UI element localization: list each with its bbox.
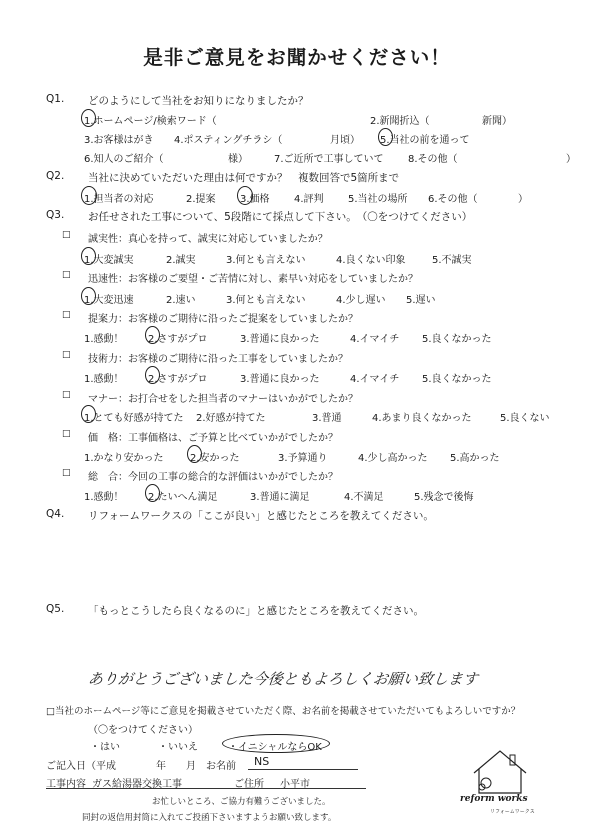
- name-label: お名前: [206, 761, 236, 772]
- q3-item-option[interactable]: 5.良くなかった: [422, 334, 492, 345]
- q3-question: お任せされた工事について、5段階にて採点して下さい。 （〇をつけてください）: [88, 211, 473, 223]
- q2-option-4[interactable]: 4.評判: [294, 194, 324, 205]
- q3-item-option[interactable]: 1.感動！: [84, 334, 124, 345]
- answer-circle: [81, 405, 96, 423]
- logo-name: reform works: [460, 794, 528, 804]
- q3-item-option[interactable]: 2.誠実: [166, 255, 196, 266]
- thanks-line-2: 同封の返信用封筒に入れてご投函下さいますようお願い致します。: [82, 813, 337, 823]
- q3-item-option[interactable]: 2.たいへん満足: [148, 492, 218, 503]
- q2-option-6-end: ）: [518, 194, 528, 205]
- q3-item-option[interactable]: 4.あまり良くなかった: [372, 413, 472, 424]
- name-value[interactable]: NS: [254, 755, 270, 768]
- q5-question: 「もっとこうしたら良くなるのに」と感じたところを教えてください。: [88, 605, 424, 617]
- checkbox-icon: □: [62, 310, 71, 320]
- answer-circle: [222, 734, 330, 753]
- consent-question: □当社のホームページ等にご意見を掲載させていただく際、お名前を掲載させていただいてもよろしいですか？: [46, 706, 521, 717]
- q1-option-4-end: 月頃）: [330, 135, 360, 146]
- q3-item-option[interactable]: 1.かなり安かった: [84, 453, 164, 464]
- q3-item-option[interactable]: 2.安かった: [190, 453, 240, 464]
- q3-item-option[interactable]: 5.遅い: [406, 295, 436, 306]
- q3-item-option[interactable]: 2.速い: [166, 295, 196, 306]
- q3-item-option[interactable]: 2.さすがプロ: [148, 374, 208, 385]
- answer-circle: [81, 247, 96, 265]
- q1-option-1[interactable]: 1.ホームページ/検索ワード（: [84, 116, 217, 127]
- q2-option-5[interactable]: 5.当社の場所: [348, 194, 408, 205]
- page-title: 是非ご意見をお聞かせください！: [143, 46, 451, 69]
- date-day-label: 月: [186, 761, 196, 772]
- q3-item-option[interactable]: 5.良くない: [500, 413, 550, 424]
- handwritten-answer: ありがとうございました今後ともよろしくお願い致します: [87, 670, 479, 688]
- q1-option-5[interactable]: 5.当社の前を通って: [380, 135, 470, 146]
- q3-item-option[interactable]: 3.普通に良かった: [240, 374, 320, 385]
- checkbox-icon: □: [62, 230, 71, 240]
- address-underline: [46, 788, 366, 789]
- q3-item-option[interactable]: 5.不誠実: [432, 255, 472, 266]
- q1-option-4[interactable]: 4.ポスティングチラシ（: [174, 135, 283, 146]
- q1-question: どのようにして当社をお知りになりましたか？: [88, 95, 309, 107]
- q4-question: リフォームワークスの「ここが良い」と感じたところを教えてください。: [88, 510, 434, 522]
- company-logo: [466, 743, 536, 799]
- checkbox-icon: □: [62, 429, 71, 439]
- consent-option-initial[interactable]: ・イニシャルならOK: [228, 742, 322, 753]
- q2-option-1[interactable]: 1.担当者の対応: [84, 194, 154, 205]
- q3-item-option[interactable]: 1.大変迅速: [84, 295, 134, 306]
- q3-item-option[interactable]: 3.普通に満足: [250, 492, 310, 503]
- q3-item-question: 技術力：お客様のご期待に沿った工事をしていましたか？: [88, 354, 348, 365]
- q3-item-option[interactable]: 2.好感が持てた: [196, 413, 266, 424]
- checkbox-icon: □: [62, 468, 71, 478]
- consent-option-yes[interactable]: ・はい: [90, 742, 120, 753]
- q1-option-3[interactable]: 3.お客様はがき: [84, 135, 154, 146]
- q3-item-option[interactable]: 1.大変誠実: [84, 255, 134, 266]
- q3-item-option[interactable]: 3.普通に良かった: [240, 334, 320, 345]
- address-value[interactable]: 小平市: [280, 779, 310, 790]
- q2-option-6[interactable]: 6.その他（: [428, 194, 478, 205]
- house-icon: [466, 743, 536, 799]
- date-label: ご記入日（平成: [46, 761, 116, 772]
- checkbox-icon: □: [62, 350, 71, 360]
- q4-number: Q4.: [46, 508, 65, 520]
- work-label: 工事内容: [46, 779, 86, 790]
- consent-note: （〇をつけてください）: [88, 725, 198, 736]
- q1-option-2[interactable]: 2.新聞折込（: [370, 116, 430, 127]
- answer-circle: [81, 287, 96, 305]
- q3-item-option[interactable]: 4.少し高かった: [358, 453, 428, 464]
- q3-item-question: 総 合：今回の工事の総合的な評価はいかがでしたか？: [88, 472, 338, 483]
- q3-item-question: 迅速性：お客様のご要望・ご苦情に対し、素早い対応をしていましたか？: [88, 274, 418, 285]
- q1-option-8-end: ）: [566, 154, 576, 165]
- q3-item-option[interactable]: 3.何とも言えない: [226, 295, 306, 306]
- q3-item-option[interactable]: 4.不満足: [344, 492, 384, 503]
- answer-circle: [145, 366, 160, 384]
- q2-number: Q2.: [46, 170, 65, 182]
- q3-item-option[interactable]: 1.感動！: [84, 492, 124, 503]
- q1-number: Q1.: [46, 93, 65, 105]
- q2-question: 当社に決めていただいた理由は何ですか？ 複数回答で5箇所まで: [88, 172, 400, 184]
- q2-option-3[interactable]: 3.価格: [240, 194, 270, 205]
- q3-item-option[interactable]: 5.高かった: [450, 453, 500, 464]
- answer-circle: [187, 445, 202, 463]
- q3-item-question: 提案力：お客様のご期待に沿ったご提案をしていましたか？: [88, 314, 358, 325]
- q3-number: Q3.: [46, 209, 65, 221]
- q3-item-option[interactable]: 2.さすがプロ: [148, 334, 208, 345]
- answer-circle: [378, 128, 393, 146]
- q5-number: Q5.: [46, 603, 65, 615]
- q3-item-question: 価 格：工事価格は、ご予算と比べていかがでしたか？: [88, 433, 338, 444]
- q1-option-6-end: 様）: [228, 154, 248, 165]
- name-underline: [248, 769, 358, 770]
- q3-item-option[interactable]: 3.予算通り: [278, 453, 328, 464]
- answer-circle: [145, 326, 160, 344]
- q3-item-option[interactable]: 5.良くなかった: [422, 374, 492, 385]
- q3-item-option[interactable]: 1.とても好感が持てた: [84, 413, 184, 424]
- work-value[interactable]: ガス給湯器交換工事: [92, 779, 182, 790]
- answer-circle: [145, 484, 160, 502]
- consent-option-no[interactable]: ・いいえ: [158, 742, 198, 753]
- thanks-line-1: お忙しいところ、ご協力有難うございました。: [152, 797, 331, 807]
- answer-circle: [81, 186, 97, 205]
- q3-item-option[interactable]: 3.何とも言えない: [226, 255, 306, 266]
- logo-subtitle: リフォームワークス: [490, 809, 535, 815]
- q3-item-option[interactable]: 1.感動！: [84, 374, 124, 385]
- q3-item-option[interactable]: 3.普通: [312, 413, 342, 424]
- date-month-label: 年: [156, 761, 166, 772]
- q3-item-option[interactable]: 4.少し遅い: [336, 295, 386, 306]
- q3-item-question: 誠実性：真心を持って、誠実に対応していましたか？: [88, 234, 328, 245]
- q1-option-6[interactable]: 6.知人のご紹介（: [84, 154, 164, 165]
- answer-circle: [81, 109, 96, 127]
- q3-item-question: マナー：お打合せをした担当者のマナーはいかがでしたか？: [88, 394, 358, 405]
- checkbox-icon: □: [62, 270, 71, 280]
- address-label: ご住所: [234, 779, 264, 790]
- q1-option-8[interactable]: 8.その他（: [408, 154, 458, 165]
- q1-option-7[interactable]: 7.ご近所で工事していて: [274, 154, 384, 165]
- q3-item-option[interactable]: 4.良くない印象: [336, 255, 406, 266]
- q2-option-2[interactable]: 2.提案: [186, 194, 216, 205]
- q1-option-2-end: 新聞）: [482, 116, 512, 127]
- checkbox-icon: □: [62, 390, 71, 400]
- q3-item-option[interactable]: 5.残念で後悔: [414, 492, 474, 503]
- answer-circle: [237, 186, 253, 205]
- q3-item-option[interactable]: 4.イマイチ: [350, 334, 400, 345]
- q3-item-option[interactable]: 4.イマイチ: [350, 374, 400, 385]
